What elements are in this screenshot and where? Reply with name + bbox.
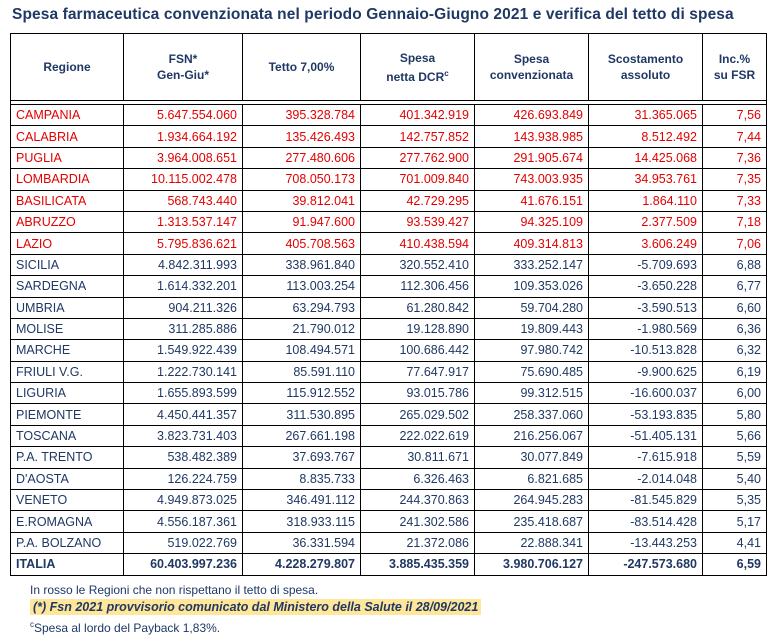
cell-fsn: 3.823.731.403 xyxy=(124,425,243,446)
cell-fsn: 1.222.730.141 xyxy=(124,361,243,382)
table-row xyxy=(11,361,767,382)
cell-scost: -2.014.048 xyxy=(589,468,703,489)
cell-tetto: 405.708.563 xyxy=(243,233,361,254)
cell-fsn: 3.964.008.651 xyxy=(124,147,243,168)
header-spesa-conv: Spesa convenzionata xyxy=(475,34,589,101)
cell-scost: 2.377.509 xyxy=(589,211,703,232)
cell-fsn: 904.211.326 xyxy=(124,297,243,318)
cell-tetto: 4.228.279.807 xyxy=(243,554,361,575)
table-row xyxy=(11,425,767,446)
cell-spesa-conv: 426.693.849 xyxy=(475,105,589,126)
cell-inc: 6,60 xyxy=(703,297,767,318)
cell-regione: P.A. BOLZANO xyxy=(11,532,124,553)
cell-spesa-conv: 109.353.026 xyxy=(475,276,589,297)
cell-tetto: 338.961.840 xyxy=(243,254,361,275)
table-row xyxy=(11,468,767,489)
cell-spesa-conv: 333.252.147 xyxy=(475,254,589,275)
cell-spesa-conv: 258.337.060 xyxy=(475,404,589,425)
cell-spesa-dcr: 401.342.919 xyxy=(361,105,475,126)
cell-tetto: 91.947.600 xyxy=(243,211,361,232)
cell-tetto: 135.426.493 xyxy=(243,126,361,147)
cell-scost: -10.513.828 xyxy=(589,340,703,361)
cell-inc: 6,88 xyxy=(703,254,767,275)
cell-inc: 6,59 xyxy=(703,554,767,575)
cell-tetto: 113.003.254 xyxy=(243,276,361,297)
table-row xyxy=(11,254,767,275)
cell-spesa-dcr: 241.302.586 xyxy=(361,511,475,532)
cell-scost: -3.590.513 xyxy=(589,297,703,318)
table-row xyxy=(11,190,767,211)
table-row xyxy=(11,447,767,468)
cell-scost: 1.864.110 xyxy=(589,190,703,211)
header-fsn: FSN* Gen-Giu* xyxy=(124,34,243,101)
cell-regione: BASILICATA xyxy=(11,190,124,211)
cell-scost: -53.193.835 xyxy=(589,404,703,425)
cell-regione: ABRUZZO xyxy=(11,211,124,232)
cell-spesa-dcr: 6.326.463 xyxy=(361,468,475,489)
cell-regione: SARDEGNA xyxy=(11,276,124,297)
header-spesa-dcr: Spesa netta DCR$^c$ xyxy=(361,34,475,101)
cell-inc: 6,77 xyxy=(703,276,767,297)
cell-tetto: 395.328.784 xyxy=(243,105,361,126)
header-tetto: Tetto 7,00% xyxy=(243,34,361,101)
payback-note: $^c$Spesa al lordo del Payback 1,83%. xyxy=(30,620,221,635)
spending-table xyxy=(10,33,767,576)
cell-tetto: 37.693.767 xyxy=(243,447,361,468)
cell-fsn: 5.647.554.060 xyxy=(124,105,243,126)
cell-fsn: 10.115.002.478 xyxy=(124,169,243,190)
cell-spesa-conv: 30.077.849 xyxy=(475,447,589,468)
cell-spesa-conv: 235.418.687 xyxy=(475,511,589,532)
cell-spesa-conv: 743.003.935 xyxy=(475,169,589,190)
cell-spesa-conv: 22.888.341 xyxy=(475,532,589,553)
cell-scost: -3.650.228 xyxy=(589,276,703,297)
cell-regione: PUGLIA xyxy=(11,147,124,168)
cell-fsn: 4.450.441.357 xyxy=(124,404,243,425)
cell-fsn: 519.022.769 xyxy=(124,532,243,553)
cell-scost: 8.512.492 xyxy=(589,126,703,147)
cell-fsn: 4.949.873.025 xyxy=(124,490,243,511)
cell-scost: 34.953.761 xyxy=(589,169,703,190)
cell-spesa-dcr: 42.729.295 xyxy=(361,190,475,211)
cell-inc: 5,59 xyxy=(703,447,767,468)
cell-spesa-conv: 75.690.485 xyxy=(475,361,589,382)
cell-regione: LAZIO xyxy=(11,233,124,254)
cell-scost: -16.600.037 xyxy=(589,383,703,404)
cell-scost: -13.443.253 xyxy=(589,532,703,553)
cell-scost: -81.545.829 xyxy=(589,490,703,511)
cell-spesa-conv: 264.945.283 xyxy=(475,490,589,511)
cell-spesa-dcr: 100.686.442 xyxy=(361,340,475,361)
cell-spesa-dcr: 142.757.852 xyxy=(361,126,475,147)
cell-inc: 4,41 xyxy=(703,532,767,553)
cell-spesa-conv: 19.809.443 xyxy=(475,318,589,339)
cell-spesa-dcr: 19.128.890 xyxy=(361,318,475,339)
cell-spesa-dcr: 222.022.619 xyxy=(361,425,475,446)
cell-regione: CALABRIA xyxy=(11,126,124,147)
header-scostamento: Scostamento assoluto xyxy=(589,34,703,101)
table-row xyxy=(11,211,767,232)
cell-fsn: 126.224.759 xyxy=(124,468,243,489)
cell-regione: MARCHE xyxy=(11,340,124,361)
cell-spesa-conv: 41.676.151 xyxy=(475,190,589,211)
cell-tetto: 85.591.110 xyxy=(243,361,361,382)
cell-regione: E.ROMAGNA xyxy=(11,511,124,532)
cell-inc: 5,40 xyxy=(703,468,767,489)
cell-inc: 7,36 xyxy=(703,147,767,168)
cell-fsn: 1.934.664.192 xyxy=(124,126,243,147)
cell-scost: -5.709.693 xyxy=(589,254,703,275)
cell-regione: LOMBARDIA xyxy=(11,169,124,190)
cell-inc: 7,35 xyxy=(703,169,767,190)
cell-inc: 6,32 xyxy=(703,340,767,361)
cell-regione: MOLISE xyxy=(11,318,124,339)
cell-spesa-dcr: 410.438.594 xyxy=(361,233,475,254)
cell-tetto: 318.933.115 xyxy=(243,511,361,532)
cell-spesa-conv: 99.312.515 xyxy=(475,383,589,404)
fsn-provisional-note: (*) Fsn 2021 provvisorio comunicato dal Ministero della Salute il 28/09/2021 xyxy=(30,599,481,615)
cell-fsn: 5.795.836.621 xyxy=(124,233,243,254)
cell-spesa-dcr: 244.370.863 xyxy=(361,490,475,511)
cell-regione: P.A. TRENTO xyxy=(11,447,124,468)
cell-scost: -1.980.569 xyxy=(589,318,703,339)
cell-fsn: 538.482.389 xyxy=(124,447,243,468)
cell-scost: 3.606.249 xyxy=(589,233,703,254)
cell-fsn: 568.743.440 xyxy=(124,190,243,211)
header-regione: Regione xyxy=(11,34,124,101)
cell-spesa-dcr: 61.280.842 xyxy=(361,297,475,318)
cell-inc: 7,56 xyxy=(703,105,767,126)
page-title: Spesa farmaceutica convenzionata nel periodo Gennaio-Giugno 2021 e verifica del tetto di spesa xyxy=(12,6,734,23)
cell-inc: 6,00 xyxy=(703,383,767,404)
cell-inc: 7,06 xyxy=(703,233,767,254)
cell-tetto: 346.491.112 xyxy=(243,490,361,511)
total-row xyxy=(11,554,767,575)
cell-tetto: 21.790.012 xyxy=(243,318,361,339)
cell-regione: VENETO xyxy=(11,490,124,511)
cell-scost: -9.900.625 xyxy=(589,361,703,382)
table-row xyxy=(11,126,767,147)
cell-spesa-conv: 409.314.813 xyxy=(475,233,589,254)
cell-fsn: 1.655.893.599 xyxy=(124,383,243,404)
cell-spesa-conv: 3.980.706.127 xyxy=(475,554,589,575)
cell-spesa-conv: 97.980.742 xyxy=(475,340,589,361)
cell-regione: PIEMONTE xyxy=(11,404,124,425)
table-row xyxy=(11,340,767,361)
cell-spesa-dcr: 77.647.917 xyxy=(361,361,475,382)
cell-regione: ITALIA xyxy=(11,554,124,575)
cell-spesa-dcr: 701.009.840 xyxy=(361,169,475,190)
cell-spesa-dcr: 30.811.671 xyxy=(361,447,475,468)
cell-inc: 5,35 xyxy=(703,490,767,511)
cell-inc: 7,18 xyxy=(703,211,767,232)
cell-tetto: 63.294.793 xyxy=(243,297,361,318)
cell-spesa-conv: 94.325.109 xyxy=(475,211,589,232)
cell-spesa-dcr: 3.885.435.359 xyxy=(361,554,475,575)
table-row xyxy=(11,147,767,168)
cell-scost: -51.405.131 xyxy=(589,425,703,446)
table-row xyxy=(11,404,767,425)
cell-tetto: 108.494.571 xyxy=(243,340,361,361)
red-regions-note: In rosso le Regioni che non rispettano il tetto di spesa. xyxy=(30,583,319,597)
cell-spesa-dcr: 277.762.900 xyxy=(361,147,475,168)
table-row xyxy=(11,297,767,318)
table-row xyxy=(11,276,767,297)
cell-fsn: 4.842.311.993 xyxy=(124,254,243,275)
table-body xyxy=(11,101,767,576)
cell-spesa-dcr: 93.539.427 xyxy=(361,211,475,232)
table-row xyxy=(11,511,767,532)
cell-spesa-dcr: 93.015.786 xyxy=(361,383,475,404)
cell-regione: CAMPANIA xyxy=(11,105,124,126)
cell-fsn: 4.556.187.361 xyxy=(124,511,243,532)
cell-spesa-dcr: 320.552.410 xyxy=(361,254,475,275)
cell-spesa-conv: 59.704.280 xyxy=(475,297,589,318)
cell-spesa-dcr: 21.372.086 xyxy=(361,532,475,553)
cell-tetto: 36.331.594 xyxy=(243,532,361,553)
cell-spesa-conv: 143.938.985 xyxy=(475,126,589,147)
cell-inc: 7,33 xyxy=(703,190,767,211)
cell-regione: UMBRIA xyxy=(11,297,124,318)
header-incidenza: Inc.% su FSR xyxy=(703,34,767,101)
table-row xyxy=(11,490,767,511)
cell-scost: -7.615.918 xyxy=(589,447,703,468)
cell-inc: 6,19 xyxy=(703,361,767,382)
cell-scost: 14.425.068 xyxy=(589,147,703,168)
cell-fsn: 1.614.332.201 xyxy=(124,276,243,297)
cell-tetto: 277.480.606 xyxy=(243,147,361,168)
cell-spesa-conv: 291.905.674 xyxy=(475,147,589,168)
cell-scost: -247.573.680 xyxy=(589,554,703,575)
cell-regione: LIGURIA xyxy=(11,383,124,404)
cell-regione: TOSCANA xyxy=(11,425,124,446)
cell-tetto: 267.661.198 xyxy=(243,425,361,446)
cell-inc: 5,80 xyxy=(703,404,767,425)
cell-tetto: 115.912.552 xyxy=(243,383,361,404)
cell-fsn: 60.403.997.236 xyxy=(124,554,243,575)
cell-spesa-conv: 6.821.685 xyxy=(475,468,589,489)
cell-regione: FRIULI V.G. xyxy=(11,361,124,382)
cell-spesa-conv: 216.256.067 xyxy=(475,425,589,446)
cell-scost: 31.365.065 xyxy=(589,105,703,126)
cell-spesa-dcr: 265.029.502 xyxy=(361,404,475,425)
cell-inc: 6,36 xyxy=(703,318,767,339)
cell-inc: 7,44 xyxy=(703,126,767,147)
cell-regione: D'AOSTA xyxy=(11,468,124,489)
cell-fsn: 311.285.886 xyxy=(124,318,243,339)
cell-fsn: 1.549.922.439 xyxy=(124,340,243,361)
cell-regione: SICILIA xyxy=(11,254,124,275)
cell-tetto: 311.530.895 xyxy=(243,404,361,425)
cell-tetto: 8.835.733 xyxy=(243,468,361,489)
cell-tetto: 708.050.173 xyxy=(243,169,361,190)
table-row xyxy=(11,233,767,254)
table-row xyxy=(11,532,767,553)
table-row xyxy=(11,169,767,190)
cell-tetto: 39.812.041 xyxy=(243,190,361,211)
cell-fsn: 1.313.537.147 xyxy=(124,211,243,232)
table-row xyxy=(11,105,767,126)
table-row xyxy=(11,383,767,404)
cell-inc: 5,17 xyxy=(703,511,767,532)
cell-spesa-dcr: 112.306.456 xyxy=(361,276,475,297)
cell-scost: -83.514.428 xyxy=(589,511,703,532)
table-row xyxy=(11,318,767,339)
cell-inc: 5,66 xyxy=(703,425,767,446)
header-row xyxy=(11,34,767,101)
